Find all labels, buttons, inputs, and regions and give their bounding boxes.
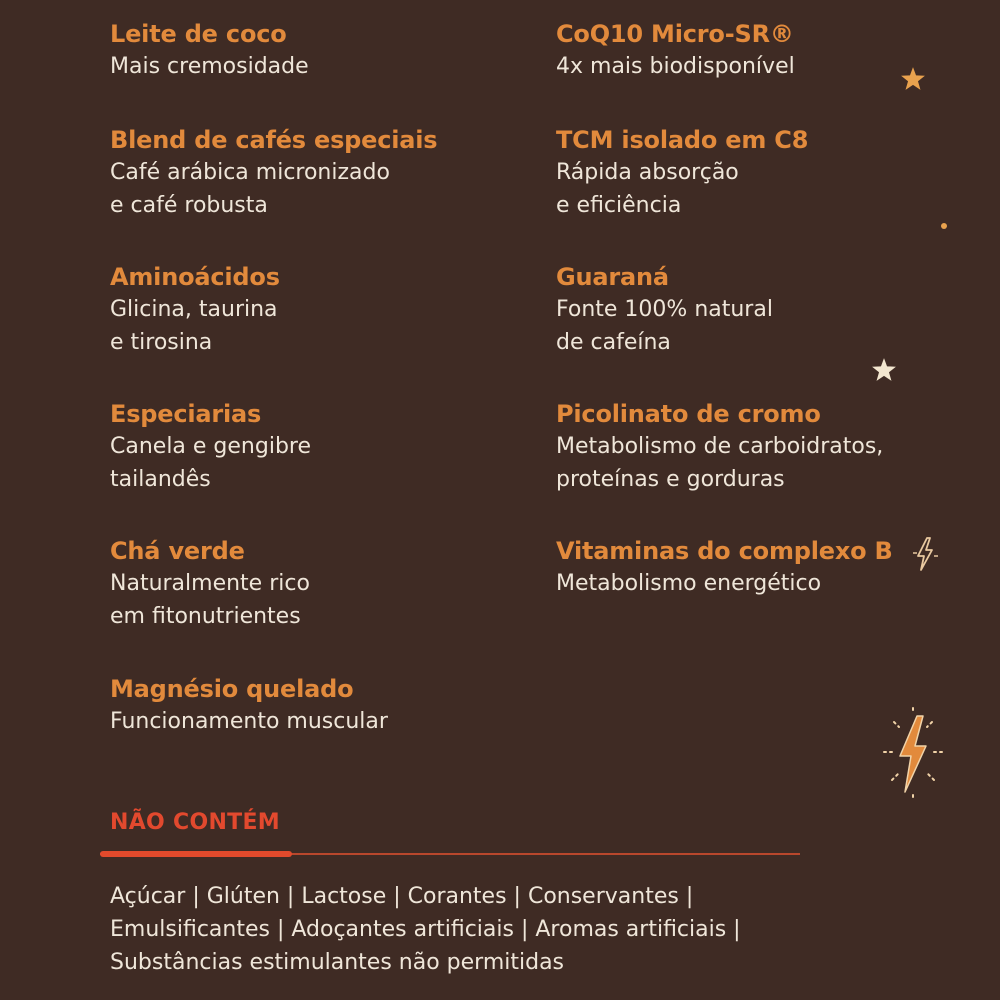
- ingredient-magnesio: [110, 673, 530, 738]
- ingredient-blend-cafes: [110, 124, 530, 222]
- ingredient-title: TCM isolado em C8: [556, 126, 809, 154]
- ingredient-desc: e eficiência: [556, 193, 682, 218]
- ingredient-title: Especiarias: [110, 400, 262, 428]
- ingredient-desc: Funcionamento muscular: [110, 709, 388, 734]
- ingredient-title: Leite de coco: [110, 20, 287, 48]
- ingredient-title: Picolinato de cromo: [556, 400, 821, 428]
- ingredient-desc: e café robusta: [110, 193, 268, 218]
- ingredient-picolinato: [556, 398, 976, 496]
- ingredient-desc: 4x mais biodisponível: [556, 54, 795, 79]
- ingredient-desc: Naturalmente rico: [110, 571, 310, 596]
- ingredient-especiarias: [110, 398, 530, 496]
- star-icon: [900, 66, 926, 92]
- not-contains-line: Açúcar | Glúten | Lactose | Corantes | Conservantes |: [110, 884, 694, 909]
- ingredient-title: Chá verde: [110, 537, 245, 565]
- lightning-burst-icon: [880, 706, 946, 802]
- ingredient-title: Vitaminas do complexo B: [556, 537, 893, 565]
- ingredient-desc: proteínas e gorduras: [556, 467, 785, 492]
- ingredient-title: Blend de cafés especiais: [110, 126, 438, 154]
- lightning-icon: [910, 536, 940, 572]
- ingredient-title: Magnésio quelado: [110, 675, 354, 703]
- not-contains-line: Substâncias estimulantes não permitidas: [110, 950, 565, 975]
- ingredient-desc: Metabolismo de carboidratos,: [556, 434, 884, 459]
- not-contains-heading: NÃO CONTÉM: [110, 810, 280, 835]
- ingredient-desc: Canela e gengibre: [110, 434, 312, 459]
- ingredient-tcm: [556, 124, 976, 222]
- ingredient-title: Guaraná: [556, 263, 669, 291]
- ingredient-desc: tailandês: [110, 467, 211, 492]
- ingredient-desc: Mais cremosidade: [110, 54, 309, 79]
- not-contains-list: [110, 880, 970, 979]
- dot-icon: [940, 222, 948, 230]
- ingredient-desc: Glicina, taurina: [110, 297, 278, 322]
- ingredient-desc: Rápida absorção: [556, 160, 739, 185]
- ingredient-desc: Metabolismo energético: [556, 571, 822, 596]
- ingredient-desc: e tirosina: [110, 330, 213, 355]
- ingredient-title: Aminoácidos: [110, 263, 280, 291]
- ingredient-leite-de-coco: [110, 18, 530, 83]
- ingredient-title: CoQ10 Micro-SR®: [556, 20, 794, 48]
- divider-accent: [100, 851, 292, 857]
- ingredient-cha-verde: [110, 535, 530, 633]
- star-icon: [871, 357, 897, 383]
- ingredient-desc: Café arábica micronizado: [110, 160, 390, 185]
- ingredient-desc: em fitonutrientes: [110, 604, 301, 629]
- not-contains-line: Emulsificantes | Adoçantes artificiais | Aromas artificiais |: [110, 917, 741, 942]
- ingredient-guarana: [556, 261, 976, 359]
- ingredient-desc: de cafeína: [556, 330, 671, 355]
- ingredient-desc: Fonte 100% natural: [556, 297, 773, 322]
- ingredient-aminoacidos: [110, 261, 530, 359]
